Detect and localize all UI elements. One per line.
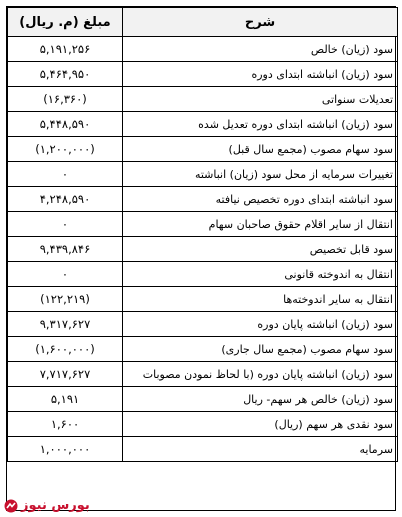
table-row <box>8 37 398 62</box>
row-description: سود (زیان) خالص هر سهم- ریال <box>123 387 398 412</box>
row-amount: ۰ <box>8 212 123 237</box>
row-amount: (۱,۲۰۰,۰۰۰) <box>8 137 123 162</box>
row-amount: ۵,۱۹۱,۲۵۶ <box>8 37 123 62</box>
row-amount: ۵,۱۹۱ <box>8 387 123 412</box>
row-description: سود نقدی هر سهم (ریال) <box>123 412 398 437</box>
table-row <box>8 387 398 412</box>
table-row <box>8 87 398 112</box>
row-amount: ۵,۴۴۸,۵۹۰ <box>8 112 123 137</box>
table-row <box>8 112 398 137</box>
row-amount: ۰ <box>8 262 123 287</box>
table-row <box>8 137 398 162</box>
table-row <box>8 212 398 237</box>
row-description: انتقال از سایر اقلام حقوق صاحبان سهام <box>123 212 398 237</box>
row-amount: (۱۲۲,۲۱۹) <box>8 287 123 312</box>
row-amount: ۰ <box>8 162 123 187</box>
row-description: سود (زیان) انباشته پایان دوره <box>123 312 398 337</box>
row-amount: (۱,۶۰۰,۰۰۰) <box>8 337 123 362</box>
row-description: سود سهام مصوب (مجمع سال قبل) <box>123 137 398 162</box>
row-amount: ۱,۰۰۰,۰۰۰ <box>8 437 123 462</box>
table-row <box>8 262 398 287</box>
table-row <box>8 237 398 262</box>
row-amount: (۱۶,۳۶۰) <box>8 87 123 112</box>
financial-table <box>7 7 398 462</box>
table-header-row <box>8 8 398 37</box>
table-row <box>8 362 398 387</box>
row-description: سود سهام مصوب (مجمع سال جاری) <box>123 337 398 362</box>
table-row <box>8 62 398 87</box>
row-description: سود (زیان) انباشته پایان دوره (با لحاظ نمودن مصوبات <box>123 362 398 387</box>
row-description: سود انباشته ابتدای دوره تخصیص نیافته <box>123 187 398 212</box>
watermark-text: بورس نیوز <box>21 498 90 513</box>
bourse-news-logo-icon <box>4 499 18 513</box>
row-description: سود (زیان) خالص <box>123 37 398 62</box>
row-amount: ۵,۴۶۴,۹۵۰ <box>8 62 123 87</box>
table-row <box>8 287 398 312</box>
column-header-description: شرح <box>123 8 398 37</box>
row-description: سود (زیان) انباشته ابتدای دوره <box>123 62 398 87</box>
table-row <box>8 312 398 337</box>
row-amount: ۱,۶۰۰ <box>8 412 123 437</box>
row-description: انتقال به اندوخته قانونی <box>123 262 398 287</box>
table-row <box>8 187 398 212</box>
row-description: تعدیلات سنواتی <box>123 87 398 112</box>
row-description: تغییرات سرمایه از محل سود (زیان) انباشته <box>123 162 398 187</box>
watermark <box>4 498 90 513</box>
row-description: سرمایه <box>123 437 398 462</box>
table-row <box>8 437 398 462</box>
financial-table-frame <box>6 6 396 511</box>
row-description: سود (زیان) انباشته ابتدای دوره تعدیل شده <box>123 112 398 137</box>
column-header-amount: مبلغ (م. ریال) <box>8 8 123 37</box>
table-row <box>8 337 398 362</box>
row-amount: ۷,۷۱۷,۶۲۷ <box>8 362 123 387</box>
row-description: سود قابل تخصیص <box>123 237 398 262</box>
table-row <box>8 162 398 187</box>
row-description: انتقال به سایر اندوخته‌ها <box>123 287 398 312</box>
row-amount: ۹,۳۱۷,۶۲۷ <box>8 312 123 337</box>
row-amount: ۴,۲۴۸,۵۹۰ <box>8 187 123 212</box>
table-row <box>8 412 398 437</box>
row-amount: ۹,۴۳۹,۸۴۶ <box>8 237 123 262</box>
